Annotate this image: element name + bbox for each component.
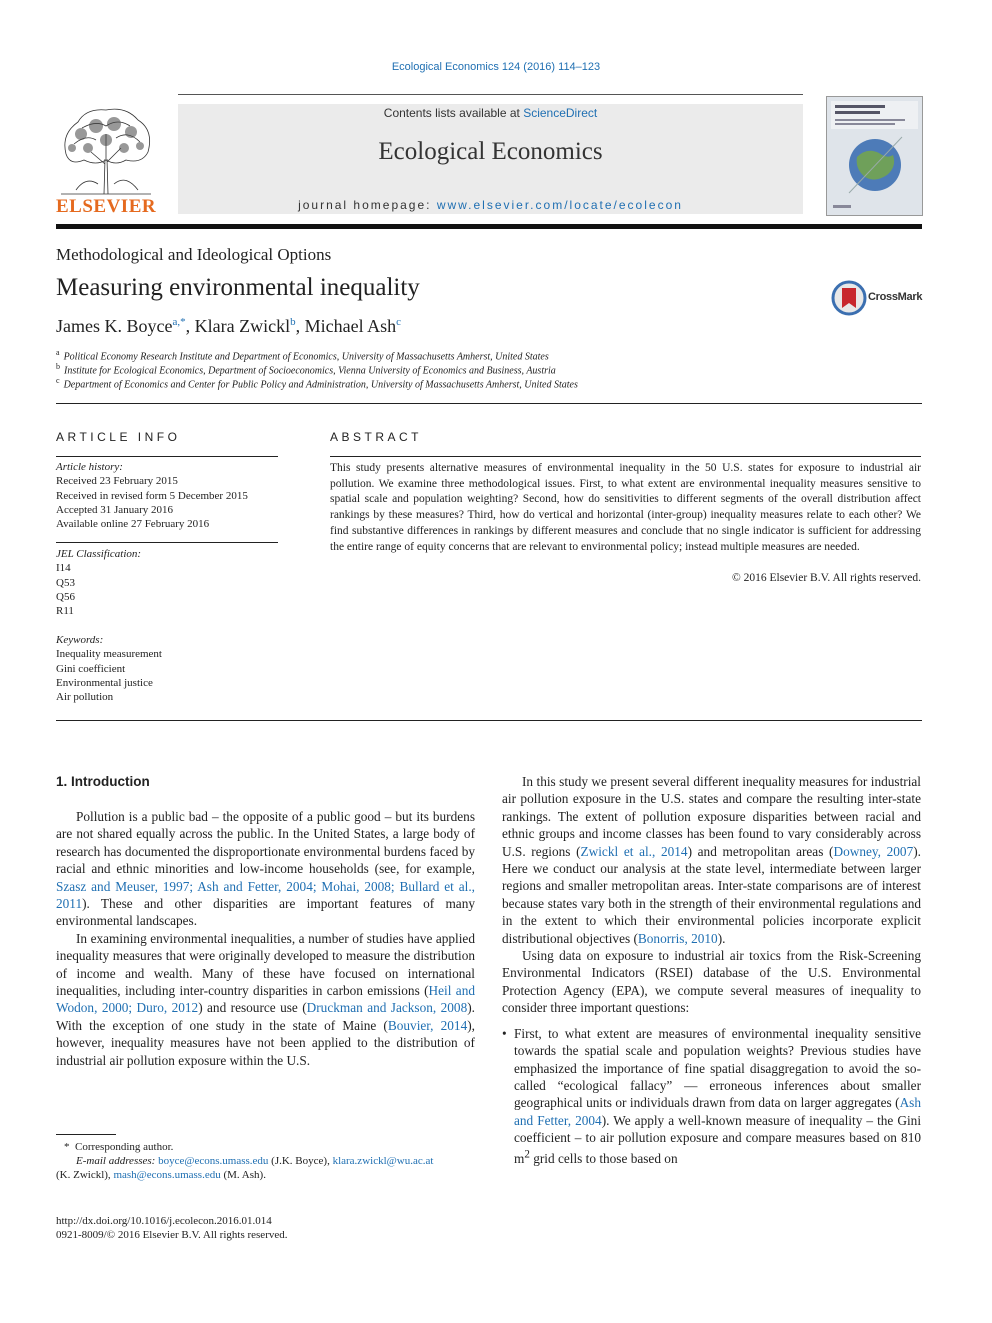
contents-line: [178, 106, 803, 120]
superscript: 2: [524, 1148, 530, 1161]
history-accepted: Accepted 31 January 2016: [56, 503, 173, 516]
body-column-left: [56, 808, 475, 1069]
article-info-heading: ARTICLE INFO: [56, 430, 181, 444]
keyword: Inequality measurement: [56, 648, 162, 661]
affiliation-mark: c: [56, 376, 60, 385]
author-name[interactable]: James K. Boyce: [56, 316, 173, 336]
homepage-link[interactable]: www.elsevier.com/locate/ecolecon: [436, 198, 683, 212]
homepage-prefix: journal homepage:: [298, 198, 437, 212]
affiliation-text: Institute for Ecological Economics, Department of Socioeconomics, Vienna University of Economics and Business, Austria: [64, 365, 556, 377]
keywords: [56, 633, 162, 704]
intro-paragraph-4: [502, 947, 921, 1017]
journal-homepage: [178, 198, 803, 212]
text-run: ). These and other disparities are important features of many environmental landscapes.: [56, 896, 475, 929]
email-label: E-mail addresses:: [76, 1155, 156, 1167]
citation-link[interactable]: Bouvier, 2014: [387, 1017, 468, 1033]
text-run: ), however, inequality measures have not been applied to the distribution of industrial air pollution exposure within the U.S.: [56, 1017, 475, 1068]
jel-label: JEL Classification:: [56, 548, 142, 560]
author-name[interactable]: Michael Ash: [304, 316, 397, 336]
text-run: Pollution is a public bad – the opposite of a public good – but its burdens are not shared equally across the public. In the United States, a large body of research has documented the disproportionate environmental burdens faced by racial and ethnic minorities and low-income households (see, for example,: [56, 809, 475, 877]
affiliation-b: [56, 362, 556, 376]
author-separator: ,: [185, 316, 195, 336]
author-marks[interactable]: b: [290, 316, 296, 328]
history-online: Available online 27 February 2016: [56, 518, 210, 531]
history-revised: Received in revised form 5 December 2015: [56, 489, 248, 502]
jel-classification: [56, 547, 141, 618]
section-type: Methodological and Ideological Options: [56, 245, 332, 264]
journal-citation[interactable]: Ecological Economics 124 (2016) 114–123: [391, 61, 601, 73]
journal-banner: [178, 104, 803, 214]
author-name[interactable]: Klara Zwickl: [194, 316, 291, 336]
email-addresses-line-2: [56, 1168, 266, 1182]
affiliation-c: [56, 376, 578, 390]
affiliation-mark: a: [56, 348, 60, 357]
doi-link[interactable]: http://dx.doi.org/10.1016/j.ecolecon.2016.01.014: [56, 1215, 272, 1227]
question-bullet-1: [502, 1025, 921, 1168]
citation-link[interactable]: Szasz and Meuser, 1997; Ash and Fetter, 2004; Mohai, 2008; Bullard et al., 2011: [56, 878, 475, 912]
citation-link[interactable]: Ash and Fetter, 2004: [514, 1095, 921, 1128]
affiliation-text: Political Economy Research Institute and Department of Economics, University of Massachusetts Amherst, United States: [63, 351, 549, 363]
abstract-text: This study presents alternative measures of environmental inequality in the 50 U.S. states for exposure to industrial air pollution. We examine three methodological issues. First, to what extent are environmental inequality measures sensitive to spatial scale and population weighting? Second, how do sensitivities to different segments of the overall distribution affect rankings by these measures? Third, how do vertical and horizontal (inter-group) inequality measures relate to each other? We find substantive differences in rankings by different measures and conclude that no single indicator is sufficient for addressing the entire range of equity concerns that are relevant to environmental policy; instead multiple measures are needed.: [330, 462, 921, 553]
affiliation-mark: b: [56, 362, 60, 371]
history-label: Article history:: [56, 461, 123, 473]
email-link-ash[interactable]: mash@econs.umass.edu: [113, 1169, 221, 1181]
article-info-rule: [56, 456, 278, 457]
text-run: ). Here we conduct our analysis at the state level, intermediate between larger regions and smaller metropolitan areas. Inter-state comparisons are of interest because states vary both in the strength of their environmental regulations and in the extent to which their environmental policies incorporate explicit distributional objectives (: [502, 843, 921, 946]
text-run: ) and metropolitan areas (: [687, 843, 834, 859]
email-link-zwickl[interactable]: klara.zwickl@wu.ac.at: [332, 1155, 434, 1167]
abstract-copyright: © 2016 Elsevier B.V. All rights reserved.: [732, 572, 921, 584]
text-run: ).: [717, 930, 726, 946]
sciencedirect-link[interactable]: ScienceDirect: [523, 106, 598, 120]
abstract-heading: ABSTRACT: [330, 430, 423, 444]
text-run: First, to what extent are measures of environmental inequality sensitive towards the spatial scale and population weights? Previous studies have emphasized the importance of fine spatial disaggregation to avoid the so-called “ecological fallacy” — erroneous inferences about smaller geographical units or individuals drawn from data on larger aggregates (: [514, 1025, 921, 1111]
section-heading-introduction: 1. Introduction: [56, 774, 150, 789]
abstract-bottom-rule: [56, 720, 922, 721]
bullet-icon: •: [502, 1025, 507, 1041]
header-thick-rule: [56, 224, 922, 229]
intro-paragraph-3: [502, 773, 921, 947]
journal-cover-thumbnail: [826, 96, 923, 216]
author-marks[interactable]: c: [396, 316, 401, 328]
text-run: grid cells to those based on: [529, 1150, 678, 1166]
body-column-right: [502, 773, 921, 1167]
text-run: Using data on exposure to industrial air toxics from the Risk-Screening Environmental Indicators (RSEI) database of the U.S. Environmental Protection Agency (EPA), we compute several measures of inequality to consider three important questions:: [502, 948, 921, 1016]
email-owner: (M. Ash).: [220, 1169, 266, 1181]
jel-code: I14: [56, 562, 71, 575]
affiliation-a: [56, 348, 549, 362]
intro-paragraph-1: [56, 808, 475, 930]
footnote-rule: [56, 1134, 116, 1135]
keyword: Gini coefficient: [56, 662, 126, 675]
author-marks[interactable]: a,*: [172, 316, 186, 328]
header-rule: [178, 94, 803, 95]
keyword: Environmental justice: [56, 676, 153, 689]
affiliation-rule: [56, 403, 922, 404]
keywords-label: Keywords:: [56, 634, 104, 646]
jel-code: Q56: [56, 590, 75, 603]
author-list: [56, 316, 401, 337]
intro-paragraph-2: [56, 930, 475, 1069]
email-addresses-line: [76, 1154, 433, 1168]
text-run: ). With the exception of one study in the state of Maine (: [56, 1000, 475, 1033]
citation-link[interactable]: Heil and Wodon, 2000; Duro, 2012: [56, 983, 475, 1016]
email-owner: (J.K. Boyce),: [268, 1155, 333, 1167]
jel-code: R11: [56, 605, 74, 618]
affiliation-text: Department of Economics and Center for Public Policy and Administration, University of Massachusetts Amherst, United States: [63, 379, 578, 391]
citation-link[interactable]: Zwickl et al., 2014: [580, 843, 688, 859]
citation-link[interactable]: Druckman and Jackson, 2008: [306, 1000, 468, 1016]
issn-copyright: 0921-8009/© 2016 Elsevier B.V. All rights reserved.: [56, 1229, 288, 1241]
crossmark-icon: [831, 280, 867, 316]
text-run: ) and resource use (: [198, 1000, 307, 1016]
corresponding-author-note: [64, 1140, 173, 1154]
author-separator: ,: [295, 316, 305, 336]
article-title: Measuring environmental inequality: [56, 274, 420, 301]
text-run: In this study we present several different inequality measures for industrial air pollution exposure in the U.S. states and compare the resulting inter-state rankings. The extent of pollution exposure disparities between racial and ethnic groups and income classes has been found to vary considerably across U.S. regions (: [502, 774, 921, 859]
article-history: [56, 460, 248, 531]
jel-code: Q53: [56, 576, 75, 589]
email-link-boyce[interactable]: boyce@econs.umass.edu: [158, 1155, 269, 1167]
contents-prefix: Contents lists available at: [383, 106, 524, 120]
citation-link[interactable]: Bonorris, 2010: [637, 930, 718, 946]
bullet-text: [514, 1026, 921, 1166]
abstract-rule: [330, 456, 921, 457]
elsevier-wordmark: ELSEVIER: [56, 196, 157, 217]
corresponding-mark: *: [64, 1141, 70, 1153]
citation-link[interactable]: Downey, 2007: [833, 843, 914, 859]
text-run: ). We apply a well-known measure of inequality – the Gini coefficient – to air pollution exposure and compare measures based on 810 m: [514, 1112, 922, 1166]
journal-name: Ecological Economics: [378, 138, 603, 165]
jel-rule: [56, 542, 278, 543]
text-run: In examining environmental inequalities, a number of studies have applied inequality measures that were originally developed to measure the distribution of income and wealth. Many of these have focused on international inequalities, including inter-country disparities in carbon emissions (: [56, 930, 475, 999]
history-received: Received 23 February 2015: [56, 475, 178, 488]
keyword: Air pollution: [56, 691, 114, 704]
crossmark-label[interactable]: CrossMark: [868, 291, 923, 303]
corresponding-text: Corresponding author.: [75, 1141, 174, 1153]
email-owner: (K. Zwickl),: [56, 1169, 114, 1181]
